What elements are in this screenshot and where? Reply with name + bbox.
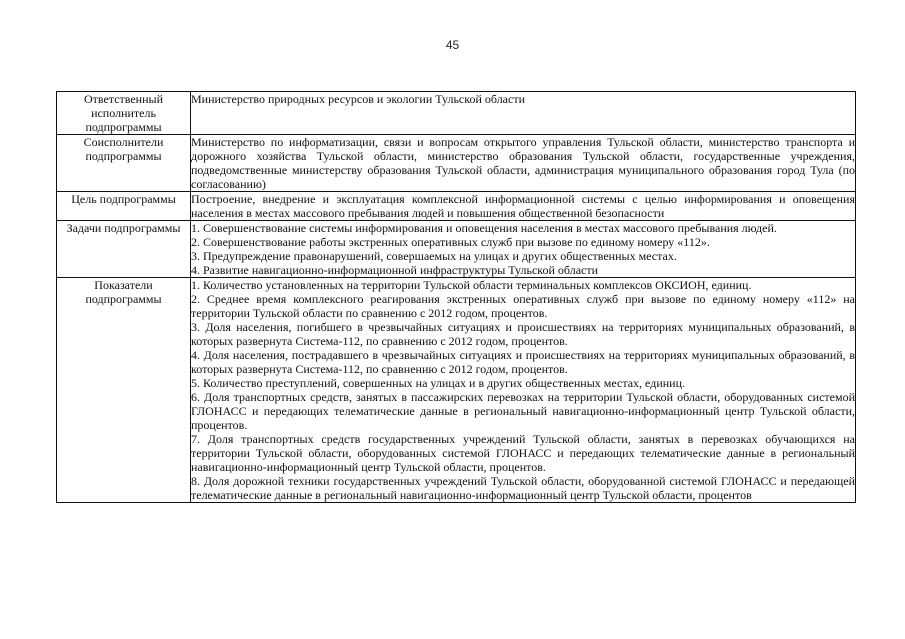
row-label-tasks: Задачи подпрограммы <box>57 221 191 278</box>
list-item: 3. Предупреждение правонарушений, совершаемых на улицах и других общественных местах. <box>191 249 677 263</box>
row-content-executor: Министерство природных ресурсов и экологии Тульской области <box>191 92 856 135</box>
list-item: 3. Доля населения, погибшего в чрезвычайных ситуациях и происшествиях на территориях муниципальных образований, в которых развернута Система-112, по сравнению с 2012 годом, процентов. <box>191 320 855 348</box>
row-label-goal: Цель подпрограммы <box>57 192 191 221</box>
row-label-coexecutors: Соисполнители подпрограммы <box>57 135 191 192</box>
list-item: 6. Доля транспортных средств, занятых в пассажирских перевозках на территории Тульской области, оборудованных системой ГЛОНАСС и передающих телематические данные в региональный навигационно-информационный центр Тульской области, процентов. <box>191 390 855 432</box>
row-content-coexecutors: Министерство по информатизации, связи и вопросам открытого управления Тульской области, министерство транспорта и дорожного хозяйства Тульской области, министерство образования Тульской области, государственные учреждения, подведомственные министерству образования Тульской области, администрация муниципального образования город Тула (по согласованию) <box>191 135 855 191</box>
list-item: 2. Среднее время комплексного реагирования экстренных оперативных служб при вызове по единому номеру «112» на территории Тульской области по сравнению с 2012 годом, процентов. <box>191 292 855 320</box>
row-label-executor: Ответственный исполнитель подпрограммы <box>57 92 191 135</box>
list-item: 4. Доля населения, пострадавшего в чрезвычайных ситуациях и происшествиях на территориях муниципальных образований, в которых развернута Система-112, по сравнению с 2012 годом, процентов. <box>191 348 855 376</box>
table-row-indicators <box>57 278 856 503</box>
list-item: 2. Совершенствование работы экстренных оперативных служб при вызове по единому номеру «112». <box>191 235 710 249</box>
row-label-indicators: Показатели подпрограммы <box>57 278 191 503</box>
table-row-executor <box>57 92 856 135</box>
table-row-tasks <box>57 221 856 278</box>
subprogram-passport-table <box>56 91 856 503</box>
list-item: 1. Совершенствование системы информирования и оповещения населения в местах массового пребывания людей. <box>191 221 777 235</box>
row-content-indicators <box>191 278 856 503</box>
list-item: 5. Количество преступлений, совершенных на улицах и в других общественных местах, единиц. <box>191 376 686 390</box>
list-item: 1. Количество установленных на территории Тульской области терминальных комплексов ОКСИОН, единиц. <box>191 278 752 292</box>
row-content-tasks <box>191 221 856 278</box>
list-item: 4. Развитие навигационно-информационной инфраструктуры Тульской области <box>191 263 599 277</box>
list-item: 7. Доля транспортных средств государственных учреждений Тульской области, занятых в перевозках обучающихся на территории Тульской области, оборудованных системой ГЛОНАСС и передающих телематические данные в региональный навигационно-информационный центр Тульской области, процентов. <box>191 432 855 474</box>
table-row-coexecutors <box>57 135 856 192</box>
row-content-goal: Построение, внедрение и эксплуатация комплексной информационной системы с целью информирования и оповещения населения в местах массового пребывания людей и повышения общественной безопасности <box>191 192 855 220</box>
table-row-goal <box>57 192 856 221</box>
list-item: 8. Доля дорожной техники государственных учреждений Тульской области, оборудованной системой ГЛОНАСС и передающей телематические данные в региональный навигационно-информационный центр Тульской области, процентов <box>191 474 855 502</box>
page-number: 45 <box>445 38 460 52</box>
